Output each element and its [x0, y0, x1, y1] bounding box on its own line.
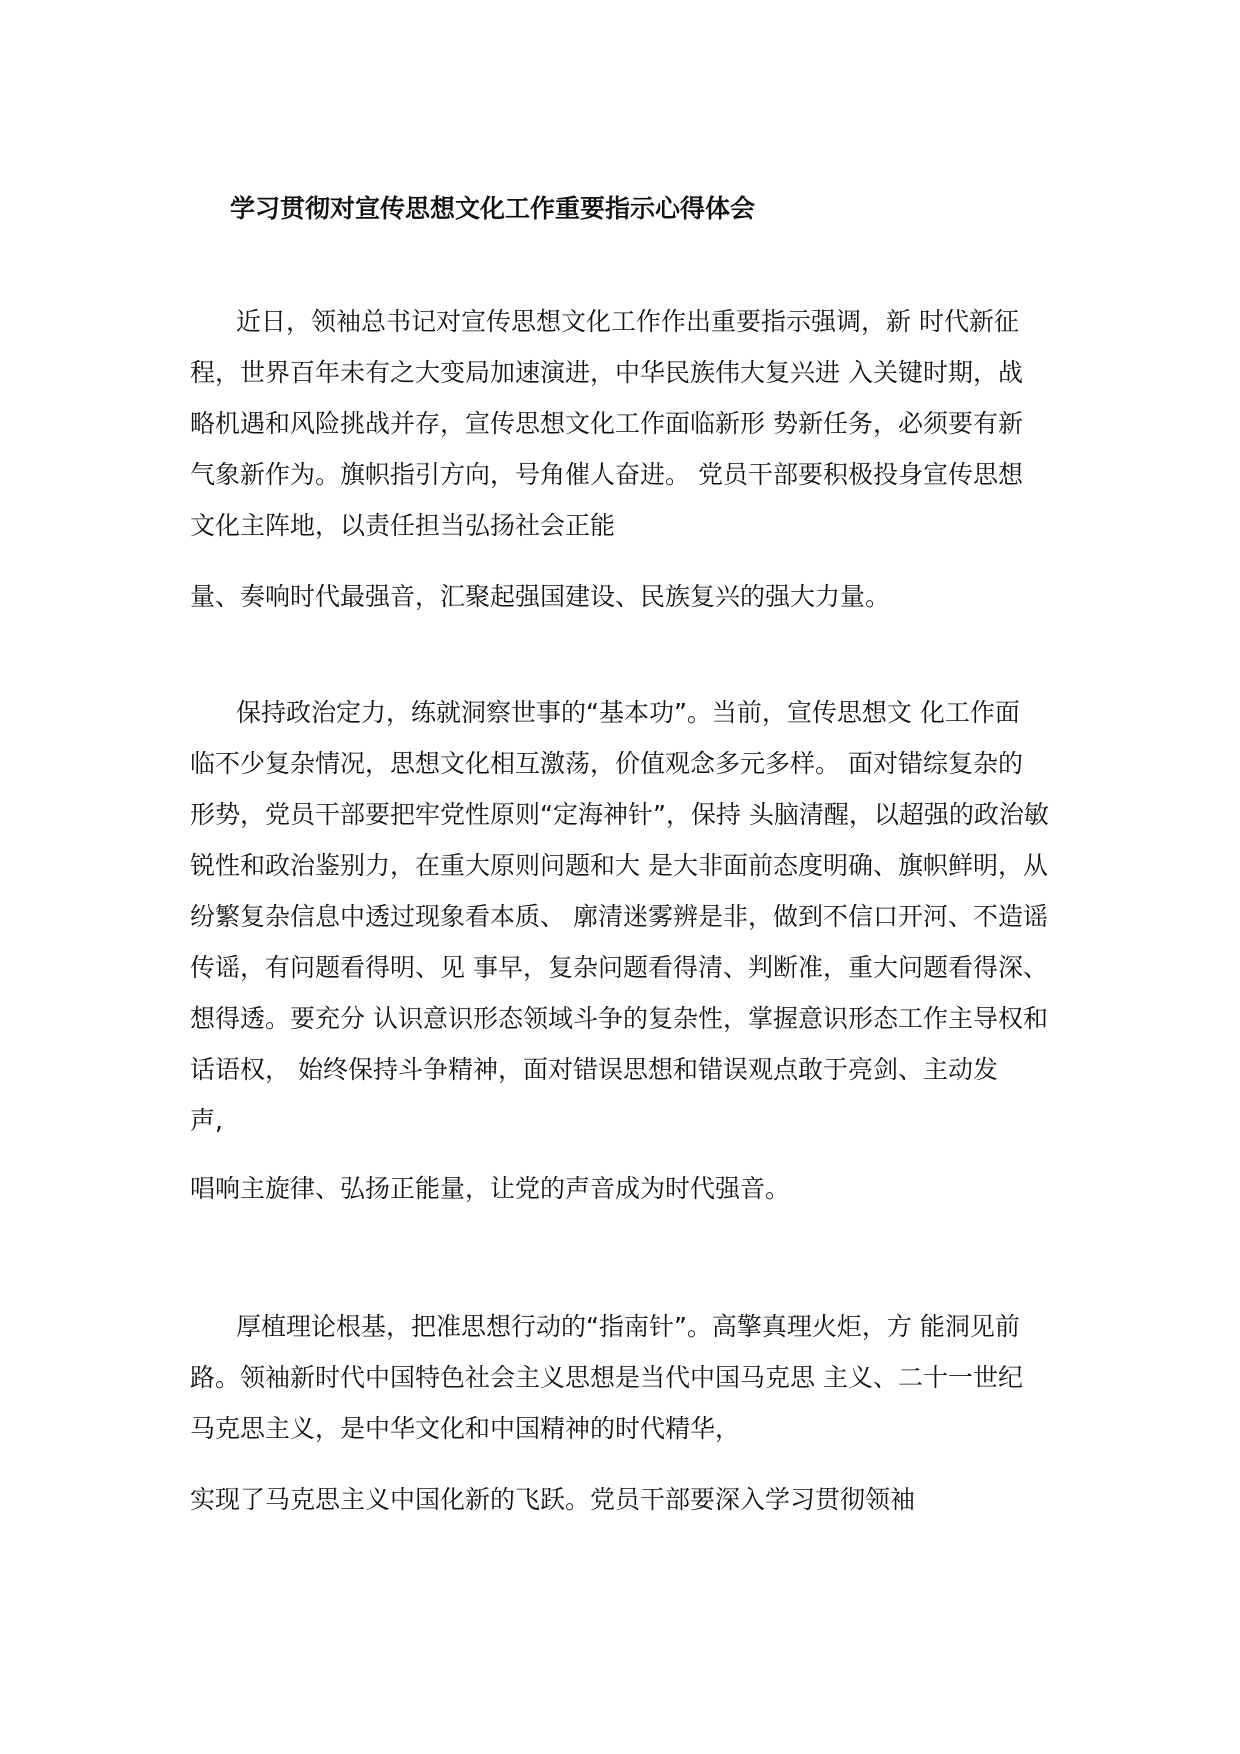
text-line: 马克思主义，是中华文化和中国精神的时代精华，	[190, 1414, 741, 1443]
text-line: 唱响主旋律、弘扬正能量，让党的声音成为时代强音。	[190, 1174, 791, 1203]
text-line: 近日，领袖总书记对宣传思想文化工作作出重要指示强调，新 时代新征	[236, 307, 1019, 336]
text-line: 话语权， 始终保持斗争精神，面对错误思想和错误观点敢于亮剑、主动发	[190, 1055, 998, 1084]
text-line: 想得透。要充分 认识意识形态领域斗争的复杂性，掌握意识形态工作主导权和	[190, 1004, 1048, 1033]
text-line: 声,	[190, 1106, 223, 1135]
text-line: 气象新作为。旗帜指引方向，号角催人奋进。 党员干部要积极投身宣传思想	[190, 460, 1023, 489]
text-line: 实现了马克思主义中国化新的飞跃。党员干部要深入学习贯彻领袖	[190, 1485, 916, 1514]
text-line: 临不少复杂情况，思想文化相互激荡，价值观念多元多样。 面对错综复杂的	[190, 749, 1023, 778]
text-line: 纷繁复杂信息中透过现象看本质、 廓清迷雾辨是非，做到不信口开河、不造谣	[190, 902, 1048, 931]
text-line: 厚植理论根基，把准思想行动的“指南针”。高擎真理火炬，方 能洞见前	[236, 1312, 1020, 1341]
text-line: 程，世界百年未有之大变局加速演进，中华民族伟大复兴进 入关键时期，战	[190, 358, 1023, 387]
text-line: 传谣，有问题看得明、见 事早，复杂问题看得清、判断准，重大问题看得深、	[190, 953, 1048, 982]
text-line: 路。领袖新时代中国特色社会主义思想是当代中国马克思 主义、二十一世纪	[190, 1363, 1023, 1392]
text-line: 略机遇和风险挑战并存，宣传思想文化工作面临新形 势新任务，必须要有新	[190, 409, 1023, 438]
text-line: 文化主阵地，以责任担当弘扬社会正能	[190, 511, 616, 540]
text-line: 量、奏响时代最强音，汇聚起强国建设、民族复兴的强大力量。	[190, 582, 891, 611]
document-title: 学习贯彻对宣传思想文化工作重要指示心得体会	[230, 194, 756, 223]
text-line: 保持政治定力，练就洞察世事的“基本功”。当前，宣传思想文 化工作面	[236, 698, 1020, 727]
text-line: 形势，党员干部要把牢党性原则“定海神针”，保持 头脑清醒，以超强的政治敏	[190, 800, 1049, 829]
text-line: 锐性和政治鉴别力，在重大原则问题和大 是大非面前态度明确、旗帜鲜明，从	[190, 851, 1048, 880]
